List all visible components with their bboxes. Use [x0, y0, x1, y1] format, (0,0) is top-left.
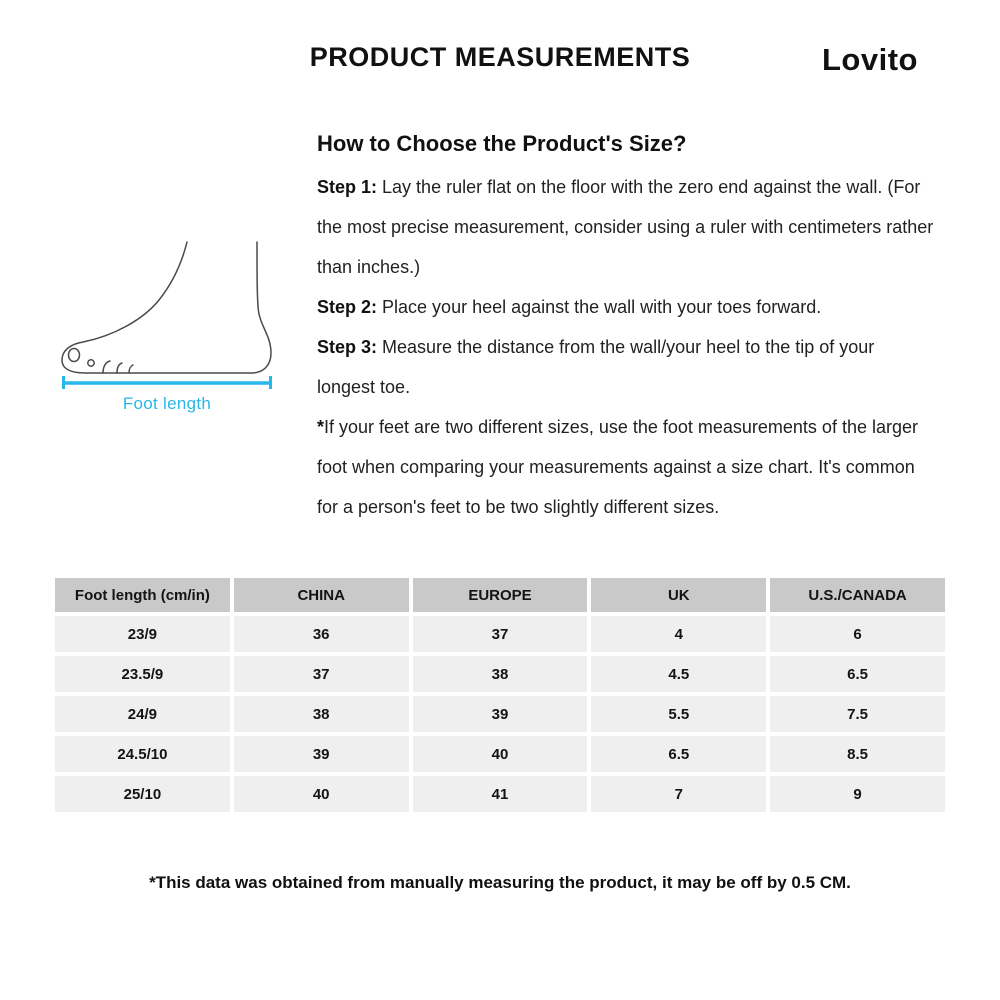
guide-note — [317, 407, 937, 527]
table-cell: 7 — [591, 776, 766, 812]
table-row — [55, 776, 945, 812]
column-header-europe: EUROPE — [413, 578, 588, 612]
step-2-text: Place your heel against the wall with your toes forward. — [382, 297, 822, 317]
table-cell: 25/10 — [55, 776, 230, 812]
page-title: PRODUCT MEASUREMENTS — [309, 42, 691, 72]
toe-separator-arc — [103, 361, 110, 373]
toenail-icon — [88, 360, 94, 366]
step-3-text: Measure the distance from the wall/your heel to the tip of your longest toe. — [317, 337, 875, 397]
step-3-label: Step 3: — [317, 337, 378, 357]
table-cell: 40 — [413, 736, 588, 772]
foot-diagram — [55, 236, 279, 414]
guide-step-1 — [317, 167, 937, 287]
guide-step-3 — [317, 327, 937, 407]
step-1-label: Step 1: — [317, 177, 378, 197]
table-cell: 23/9 — [55, 616, 230, 652]
table-cell: 6.5 — [770, 656, 945, 692]
table-cell: 38 — [234, 696, 409, 732]
table-cell: 7.5 — [770, 696, 945, 732]
foot-outline-path — [62, 242, 271, 373]
toe-separator-arc — [117, 363, 122, 373]
table-cell: 6.5 — [591, 736, 766, 772]
table-cell: 4.5 — [591, 656, 766, 692]
column-header-us-canada: U.S./CANADA — [770, 578, 945, 612]
table-cell: 24/9 — [55, 696, 230, 732]
table-cell: 36 — [234, 616, 409, 652]
table-row — [55, 696, 945, 732]
table-header-row — [55, 578, 945, 612]
table-cell: 39 — [413, 696, 588, 732]
table-row — [55, 656, 945, 692]
table-cell: 6 — [770, 616, 945, 652]
step-1-text: Lay the ruler flat on the floor with the zero end against the wall. (For the most precise measurement, consider using a ruler with centimeters rather than inches.) — [317, 177, 934, 277]
table-cell: 8.5 — [770, 736, 945, 772]
table-cell: 38 — [413, 656, 588, 692]
size-guide — [317, 131, 937, 527]
big-toenail-icon — [69, 349, 80, 362]
note-asterisk: * — [317, 417, 325, 437]
step-2-label: Step 2: — [317, 297, 378, 317]
table-cell: 9 — [770, 776, 945, 812]
disclaimer-note: *This data was obtained from manually measuring the product, it may be off by 0.5 CM. — [149, 873, 851, 892]
brand-logo: Lovito — [822, 42, 918, 77]
table-cell: 41 — [413, 776, 588, 812]
table-row — [55, 736, 945, 772]
column-header-uk: UK — [591, 578, 766, 612]
table-cell: 40 — [234, 776, 409, 812]
foot-outline-illustration — [55, 236, 279, 390]
guide-step-2 — [317, 287, 937, 327]
foot-length-label: Foot length — [122, 394, 212, 413]
table-cell: 39 — [234, 736, 409, 772]
table-cell: 24.5/10 — [55, 736, 230, 772]
column-header-china: CHINA — [234, 578, 409, 612]
table-cell: 5.5 — [591, 696, 766, 732]
table-cell: 37 — [234, 656, 409, 692]
size-chart-table — [55, 578, 945, 816]
table-cell: 37 — [413, 616, 588, 652]
note-text: If your feet are two different sizes, use the foot measurements of the larger foot when comparing your measurements against a size chart. It's common for a person's feet to be two slightly different sizes. — [317, 417, 918, 517]
column-header-foot-length: Foot length (cm/in) — [55, 578, 230, 612]
guide-heading: How to Choose the Product's Size? — [317, 131, 687, 156]
table-row — [55, 616, 945, 652]
table-cell: 23.5/9 — [55, 656, 230, 692]
toe-separator-arc — [129, 365, 133, 373]
table-cell: 4 — [591, 616, 766, 652]
